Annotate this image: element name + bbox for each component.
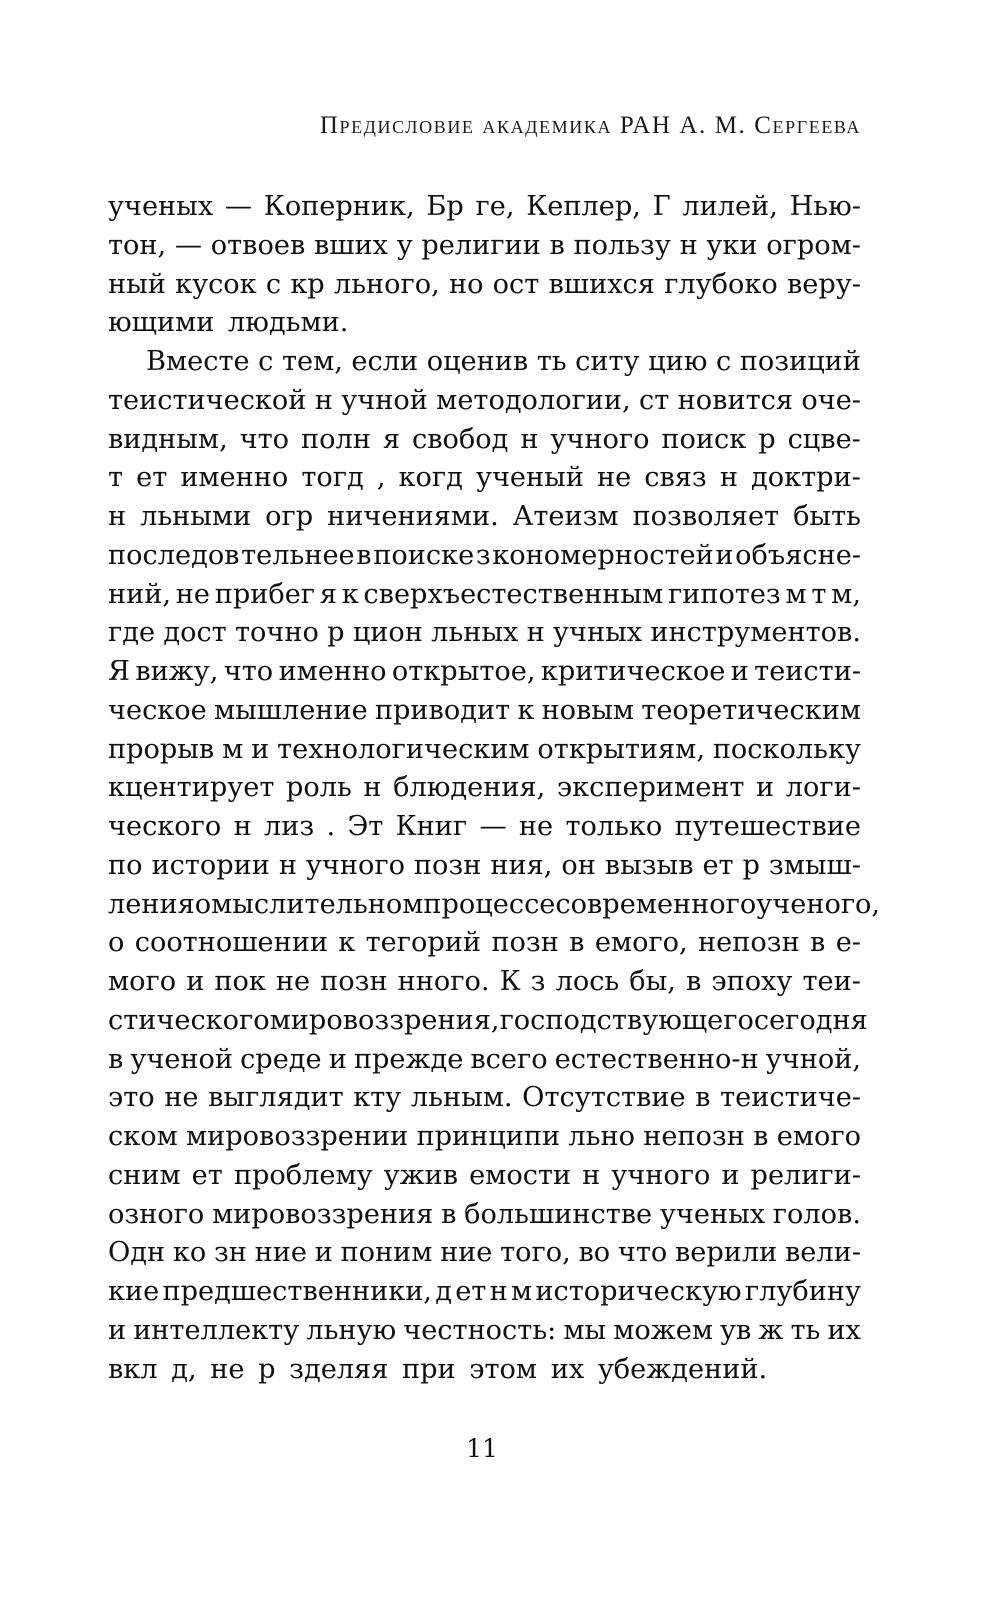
text-line: в ученой среде и прежде всего естественно-н учной, bbox=[108, 1043, 861, 1075]
text-line: сним ет проблему ужив емости н учного и религи- bbox=[108, 1159, 861, 1191]
text-line: н льными огр ничениями. Атеизм позволяет быть bbox=[108, 501, 861, 532]
text-line: ющими людьми. bbox=[108, 307, 349, 339]
text-line: ческого н лиз . Эт Книг — не только путешествие bbox=[108, 811, 861, 842]
text-line: стического мировоззрения, господствующего сегодня bbox=[108, 1004, 868, 1036]
text-line: видным, что полн я свобод н учного поиск р сцве- bbox=[108, 423, 861, 455]
text-line: мого и пок не позн нного. К з лось бы, в эпоху теи- bbox=[108, 966, 861, 997]
running-header: Предисловие академика РАН А. М. Сергеева bbox=[319, 112, 861, 139]
text-line: Я вижу, что именно открытое, критическое и теисти- bbox=[108, 656, 861, 687]
text-line: и интеллекту льную честность: мы можем ув ж ть их bbox=[108, 1314, 861, 1346]
text-line: ний, не прибег я к сверхъестественным гипотез м т м, bbox=[108, 578, 861, 610]
text-line: где дост точно р цион льных н учных инструментов. bbox=[108, 617, 861, 649]
text-line: по истории н учного позн ния, он вызыв ет р змыш- bbox=[108, 849, 861, 881]
text-line: озного мировоззрения в большинстве ученых голов. bbox=[108, 1198, 861, 1230]
body-text bbox=[108, 188, 881, 1389]
text-line: теистической н учной методологии, ст новится оче- bbox=[108, 384, 861, 416]
text-line: ления о мыслительном процессе современного ученого, bbox=[108, 888, 881, 920]
text-line: это не выглядит кту льным. Отсутствие в теистиче- bbox=[108, 1082, 861, 1114]
text-line: т ет именно тогд , когд ученый не связ н доктри- bbox=[108, 462, 861, 494]
text-line: Одн ко зн ние и поним ние того, во что верили вели- bbox=[108, 1237, 861, 1269]
text-line: прорыв м и технологическим открытиям, поскольку bbox=[108, 733, 861, 765]
text-line: о соотношении к тегорий позн в емого, непозн в е- bbox=[108, 927, 861, 959]
text-line: кцентирует роль н блюдения, эксперимент и логи- bbox=[108, 772, 861, 804]
text-line: ученых — Коперник, Бр ге, Кеплер, Г лилей, Нью- bbox=[108, 191, 861, 222]
text-line: кие предшественники, д ет н м историческую глубину bbox=[108, 1276, 861, 1307]
text-line: ный кусок с кр льного, но ост вшихся глубоко веру- bbox=[108, 268, 861, 300]
page-number: 11 bbox=[466, 1434, 498, 1463]
text-line: тон, — отвоев вших у религии в пользу н уки огром- bbox=[108, 229, 861, 261]
text-line: Вместе с тем, если оценив ть ситу цию с позиций bbox=[146, 346, 861, 377]
text-line: ском мировоззрении принципи льно непозн в емого bbox=[108, 1121, 861, 1152]
text-line: последов тельнее в поиске з кономерностей и объясне- bbox=[108, 539, 861, 571]
text-line: вкл д, не р зделяя при этом их убеждений. bbox=[108, 1353, 768, 1385]
text-line: ческое мышление приводит к новым теоретическим bbox=[108, 694, 861, 726]
